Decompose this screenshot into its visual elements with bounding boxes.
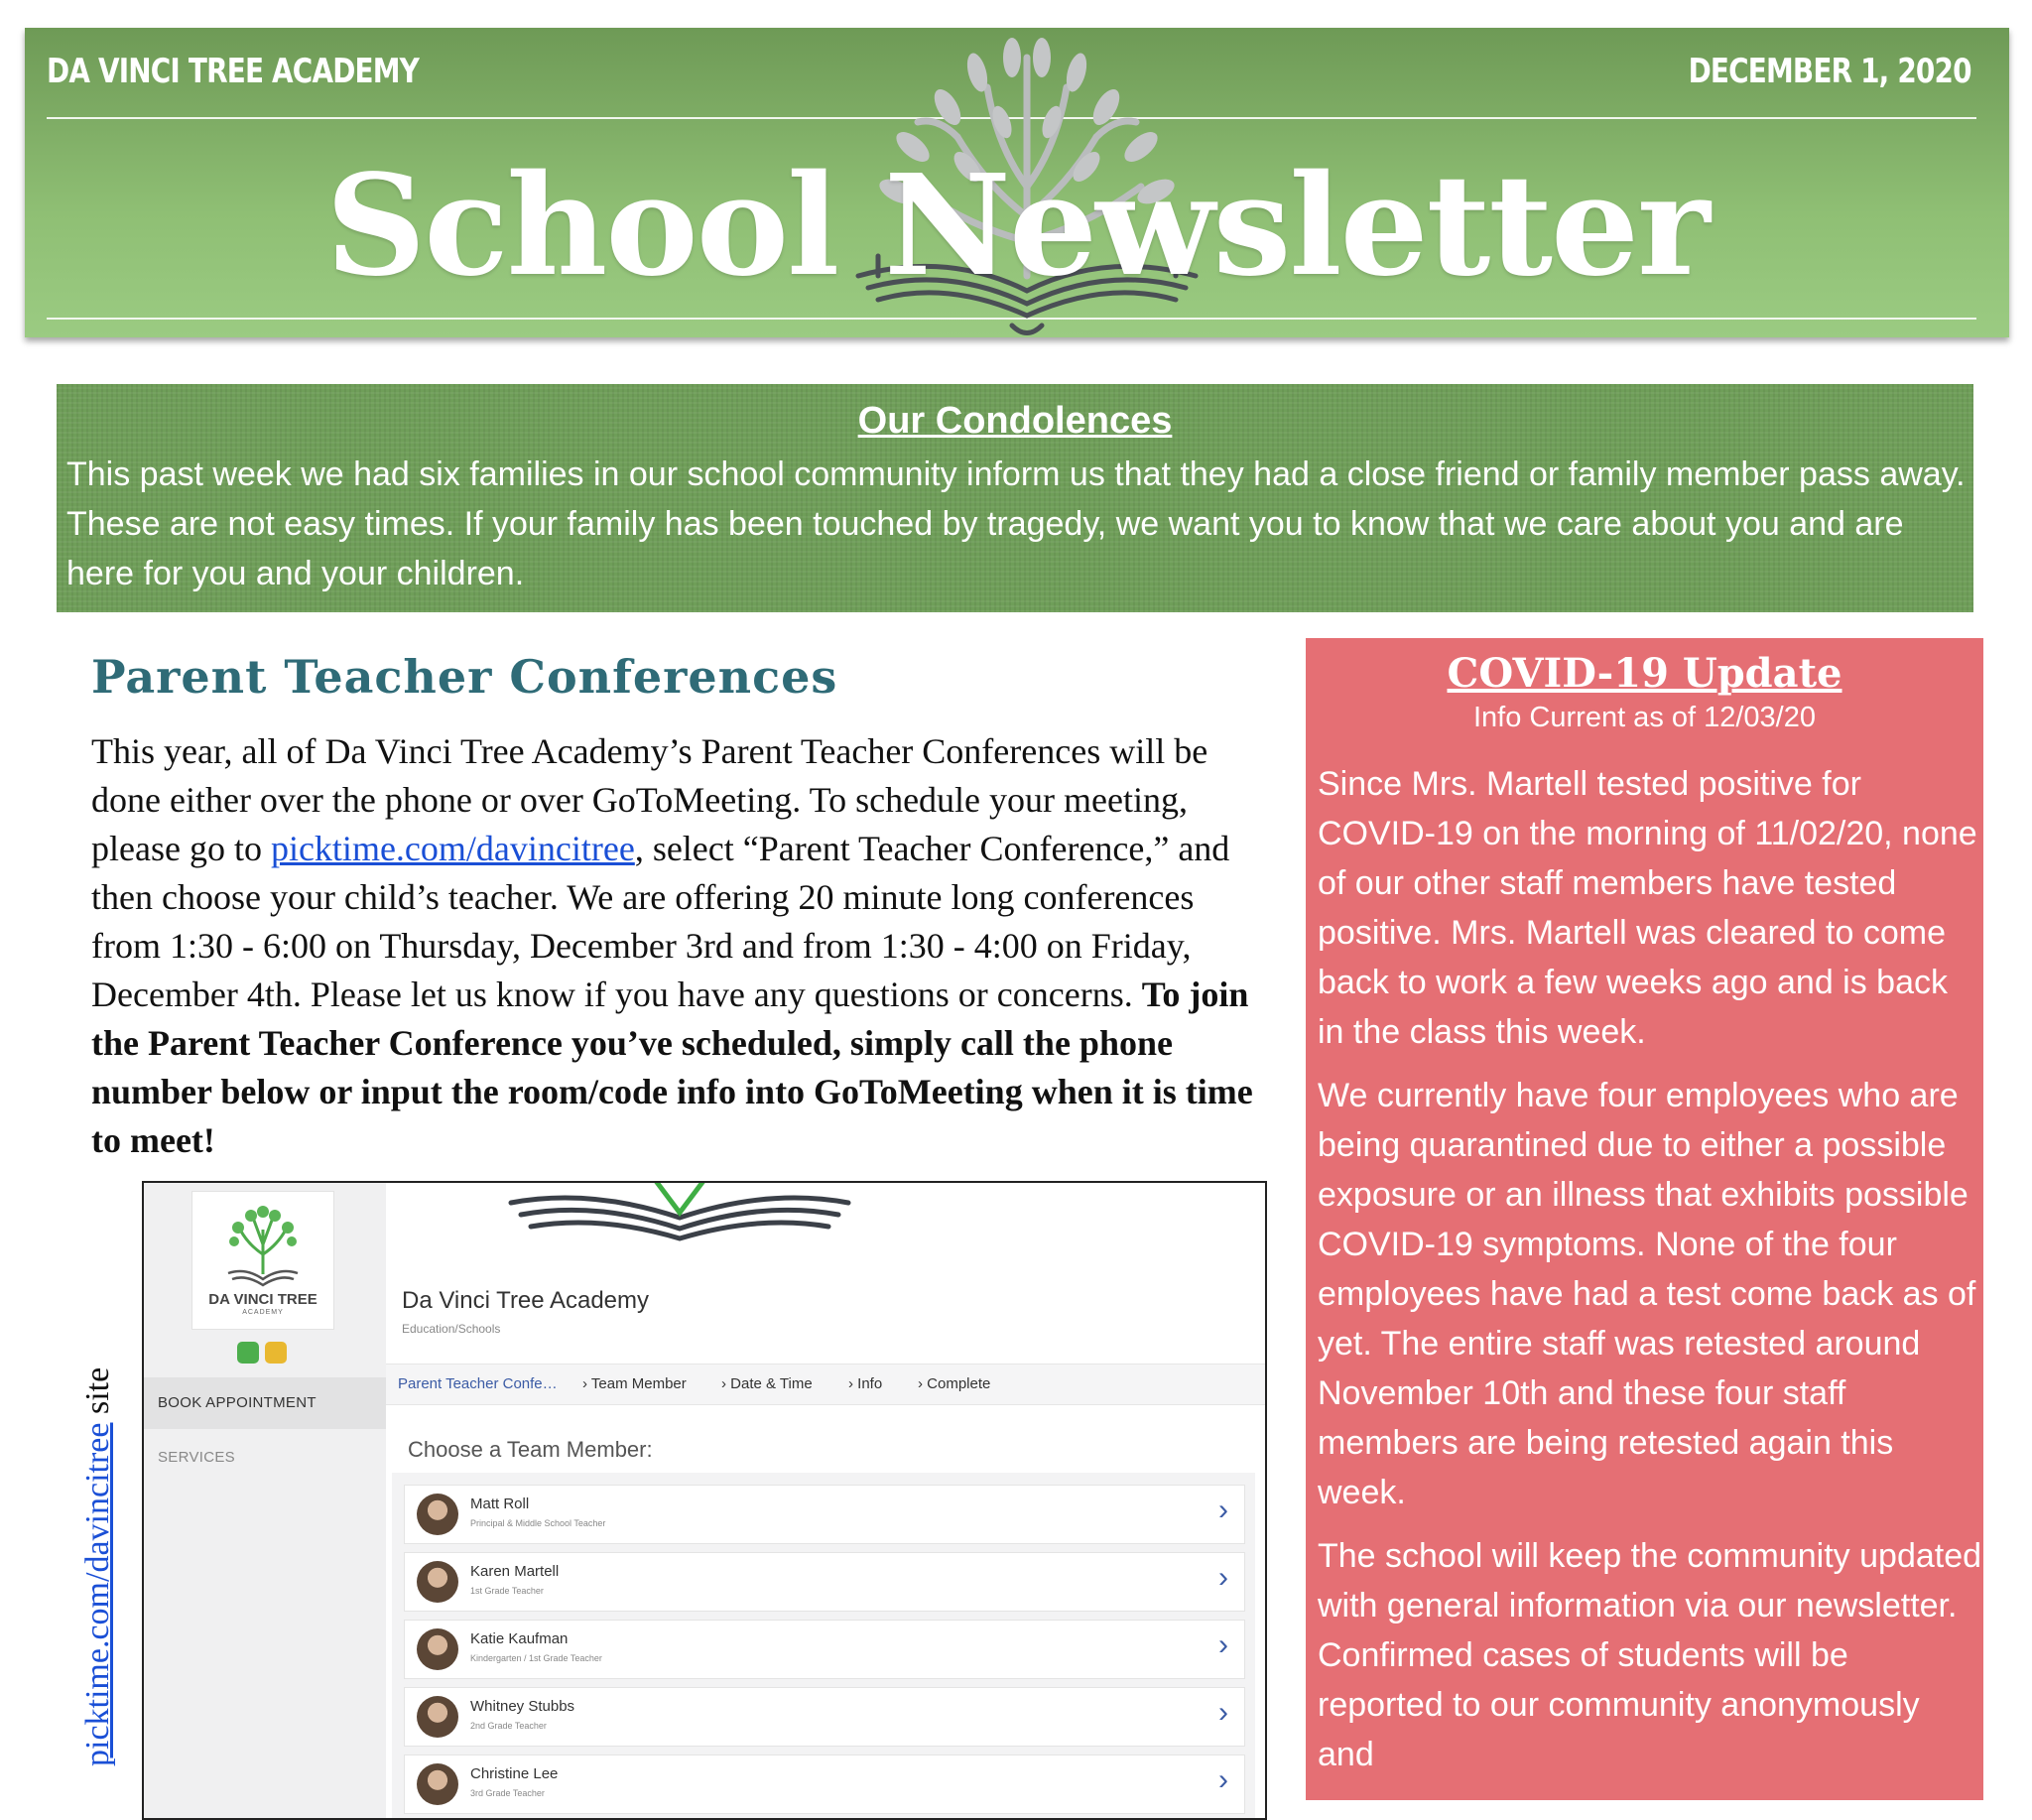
covid-subtitle: Info Current as of 12/03/20 — [1473, 702, 1816, 733]
booking-steps-breadcrumb — [386, 1364, 1265, 1405]
covid-paragraph: The school will keep the community updated with general information via our newsletter. Confirmed cases of students will be reported to our community anonymously and — [1318, 1537, 1982, 1773]
screenshot-org-name: Da Vinci Tree Academy — [402, 1287, 650, 1314]
step-date-time[interactable]: › Date & Time — [721, 1375, 813, 1392]
nav-book-label: BOOK APPOINTMENT — [158, 1394, 317, 1411]
step-info[interactable]: › Info — [848, 1375, 883, 1392]
member-role: 1st Grade Teacher — [470, 1586, 544, 1596]
avatar — [417, 1494, 458, 1535]
covid-paragraph: Since Mrs. Martell tested positive for COVID-19 on the morning of 11/02/20, none of our other staff members have tested positive. Mrs. Martell was cleared to come back to work a few weeks ago and is back in the class this week. — [1318, 765, 1977, 1051]
condolences-box — [57, 384, 1973, 612]
member-role: Principal & Middle School Teacher — [470, 1518, 606, 1528]
side-caption-link[interactable]: picktime.com/davincitree — [79, 1422, 116, 1766]
screenshot-org-category: Education/Schools — [402, 1322, 501, 1336]
chevron-right-icon: › — [1218, 1696, 1228, 1729]
picktime-link[interactable]: picktime.com/davincitree — [270, 829, 635, 868]
chevron-right-icon: › — [1218, 1628, 1228, 1661]
conferences-heading: Parent Teacher Conferences — [91, 650, 838, 704]
conferences-body-text-2: , select “Parent Teacher Conference,” and then choose your child’s teacher. We are offering 20 minute long conferences from 1:30 - 6:00 on Thursday, December 3rd and from 1:30 - 4:00 on Friday, December 4th. Please let us know if you have any questions or concerns. — [91, 829, 1230, 1014]
conferences-body-text-1: This year, all of Da Vinci Tree Academy’s Parent Teacher Conferences will be done either over the phone or over GoToMeeting. To schedule your meeting, please go to — [91, 731, 1208, 868]
screenshot-logo-label: DA VINCI TREE — [208, 1291, 318, 1308]
covid-title: COVID-19 Update — [1447, 650, 1842, 697]
avatar — [417, 1696, 458, 1738]
open-book-icon — [501, 1181, 858, 1242]
screenshot-side-caption — [79, 1367, 117, 1766]
picktime-screenshot — [142, 1181, 1267, 1820]
chevron-right-icon: › — [1218, 1763, 1228, 1796]
team-member-row[interactable] — [404, 1552, 1245, 1612]
step-service[interactable]: Parent Teacher Confe… — [398, 1375, 558, 1392]
team-member-row[interactable] — [404, 1485, 1245, 1544]
covid-update-box — [1306, 638, 1983, 1800]
choose-team-member-label: Choose a Team Member: — [408, 1437, 653, 1462]
screenshot-logo-sub: ACADEMY — [242, 1309, 284, 1316]
screenshot-logo-box — [191, 1191, 334, 1330]
masthead-banner — [25, 28, 2009, 337]
side-caption-text: site — [79, 1366, 116, 1423]
member-role: 2nd Grade Teacher — [470, 1721, 547, 1731]
nav-services[interactable]: SERVICES — [158, 1449, 235, 1466]
covid-paragraph: We currently have four employees who are being quarantined due to either a possible exposure or an illness that exhibits possible COVID-19 symptoms. None of the four employees have had a test come back as of yet. The entire staff was retested around November 10th and these four staff members are being retested again this week. — [1318, 1077, 1976, 1511]
member-name: Whitney Stubbs — [470, 1698, 575, 1715]
member-role: Kindergarten / 1st Grade Teacher — [470, 1653, 602, 1663]
team-member-row[interactable] — [404, 1755, 1245, 1814]
screenshot-sidebar — [144, 1183, 386, 1818]
chevron-right-icon: › — [1218, 1561, 1228, 1594]
member-name: Karen Martell — [470, 1563, 560, 1580]
member-name: Katie Kaufman — [470, 1630, 569, 1647]
team-member-row[interactable] — [404, 1687, 1245, 1747]
avatar — [417, 1763, 458, 1805]
conferences-join-instructions: To join the Parent Teacher Conference you’ve scheduled, simply call the phone number below or input the room/code info into GoToMeeting when it is time to meet! — [91, 975, 1253, 1160]
condolences-title: Our Condolences — [857, 400, 1173, 442]
member-name: Christine Lee — [470, 1765, 559, 1782]
school-name: DA VINCI TREE ACADEMY — [47, 52, 420, 91]
member-name: Matt Roll — [470, 1495, 530, 1512]
issue-date: DECEMBER 1, 2020 — [1688, 52, 1971, 91]
chevron-right-icon: › — [1218, 1494, 1228, 1526]
avatar — [417, 1561, 458, 1603]
avatar — [417, 1628, 458, 1670]
step-complete[interactable]: › Complete — [918, 1375, 991, 1392]
conferences-body — [91, 727, 1262, 1165]
member-role: 3rd Grade Teacher — [470, 1788, 545, 1798]
nav-book-appointment[interactable] — [144, 1377, 386, 1429]
screenshot-tree-logo-icon — [218, 1200, 308, 1289]
covid-body — [1318, 759, 1982, 1793]
step-team-member[interactable]: › Team Member — [582, 1375, 687, 1392]
masthead-title: School Newsletter — [325, 145, 1709, 308]
mail-icon[interactable] — [265, 1342, 287, 1364]
condolences-body: This past week we had six families in our school community inform us that they had a close friend or family member pass away. These are not easy times. If your family has been touched by tragedy, we want you to know that we care about you and are here for you and your children. — [66, 455, 1966, 592]
team-member-row[interactable] — [404, 1620, 1245, 1679]
globe-icon[interactable] — [237, 1342, 259, 1364]
